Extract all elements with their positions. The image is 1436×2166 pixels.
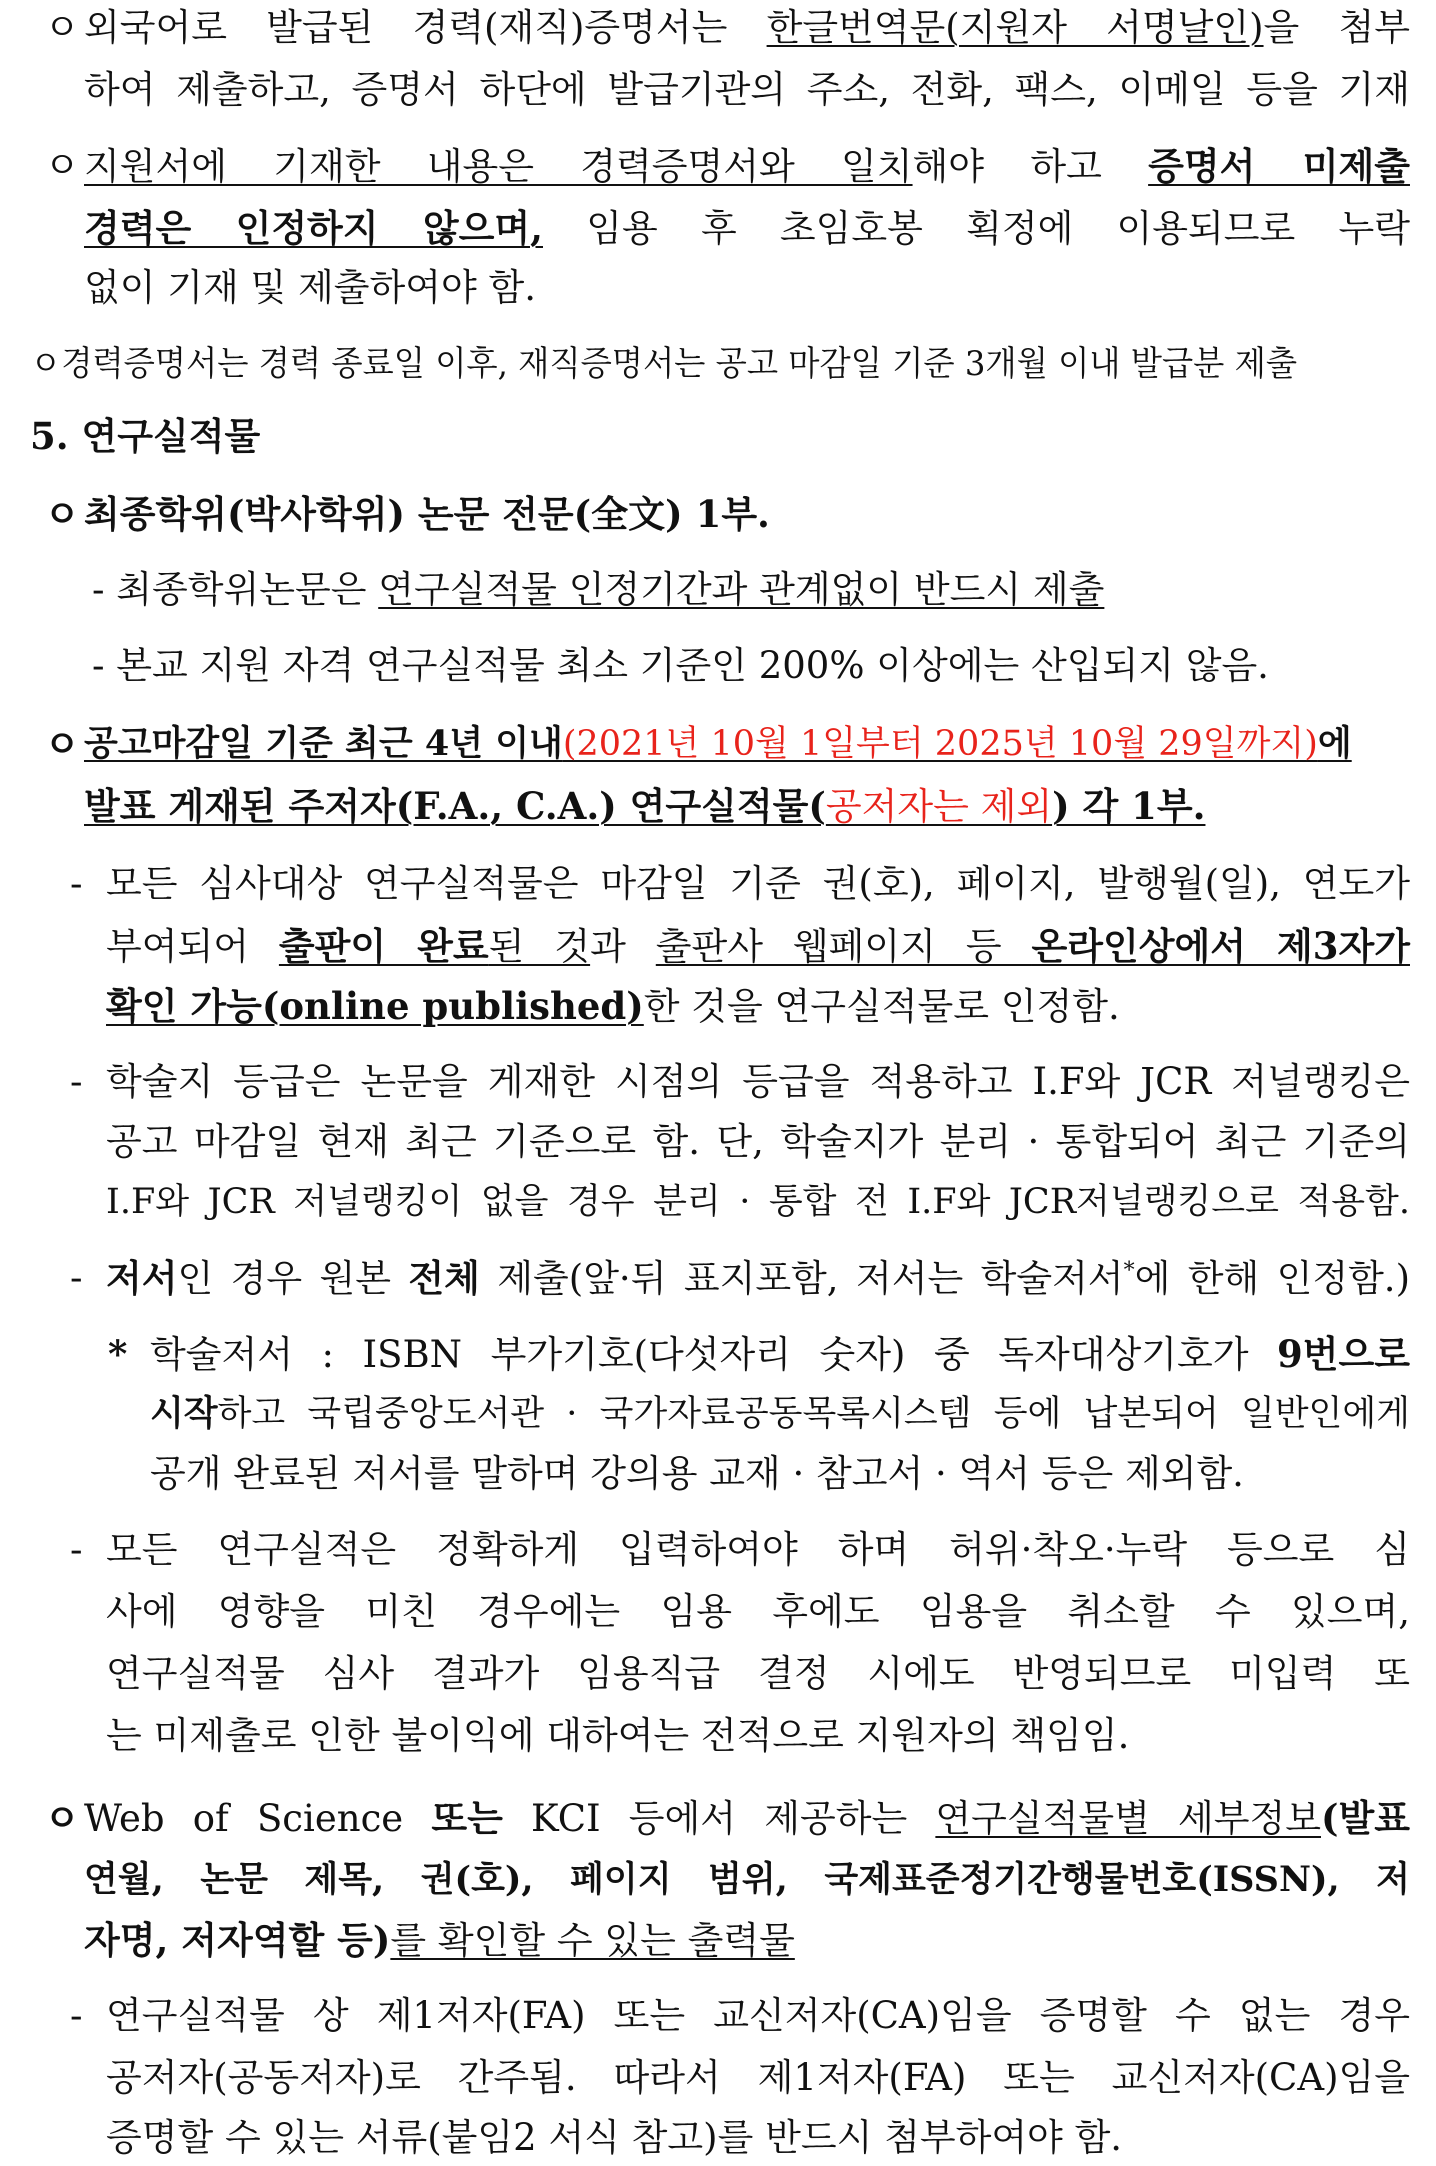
dash-marker: - [70, 1528, 83, 1571]
paragraph-line: 모든 심사대상 연구실적물은 마감일 기준 권(호), 페이지, 발행월(일), 연도가 [106, 862, 1410, 905]
bullet-circle: ㅇ [44, 1796, 80, 1840]
dash-marker: - [70, 1256, 83, 1299]
item-title: 발표 게재된 주저자(F.A., C.A.) 연구실적물(공저자는 제외) 각 1부. [84, 784, 1206, 828]
item-title: 자명, 저자역할 등)를 확인할 수 있는 출력물 [84, 1918, 795, 1962]
note-line: 공개 완료된 저서를 말하며 강의용 교재 · 참고서 · 역서 등은 제외함. [150, 1452, 1244, 1495]
paragraph-line: 연구실적물 심사 결과가 임용직급 결정 시에도 반영되므로 미입력 또 [106, 1652, 1410, 1695]
item-title: Web of Science 또는 KCI 등에서 제공하는 연구실적물별 세부정보(발표 [84, 1796, 1410, 1840]
bullet-circle: ㅇ [44, 144, 80, 187]
paragraph-line: 는 미제출로 인한 불이익에 대하여는 전적으로 지원자의 책임임. [106, 1714, 1130, 1757]
paragraph-line: 공저자(공동저자)로 간주됨. 따라서 제1저자(FA) 또는 교신저자(CA)임을 [106, 2056, 1410, 2099]
bullet-circle: ㅇ [44, 6, 80, 49]
paragraph-line: 저서인 경우 원본 전체 제출(앞·뒤 표지포함, 저서는 학술저서*에 한해 인정함.) [106, 1256, 1411, 1300]
bullet-circle: ㅇ [44, 722, 80, 766]
dash-marker: - [70, 1994, 83, 2037]
paragraph-line: 외국어로 발급된 경력(재직)증명서는 한글번역문(지원자 서명날인)을 첨부 [84, 6, 1410, 49]
sub-item: - 최종학위논문은 연구실적물 인정기간과 관계없이 반드시 제출 [92, 568, 1105, 611]
paragraph-line: 경력은 인정하지 않으며, 임용 후 초임호봉 획정에 이용되므로 누락 [84, 206, 1410, 250]
note-line: 학술저서 : ISBN 부가기호(다섯자리 숫자) 중 독자대상기호가 9번으로 [150, 1332, 1410, 1376]
dash-marker: - [70, 862, 83, 905]
paragraph-line: 사에 영향을 미친 경우에는 임용 후에도 임용을 취소할 수 있으며, [106, 1590, 1410, 1633]
sub-item: - 본교 지원 자격 연구실적물 최소 기준인 200% 이상에는 산입되지 않음. [92, 644, 1269, 687]
bullet-circle: ㅇ [44, 492, 80, 536]
paragraph-line: 공고 마감일 현재 최근 기준으로 함. 단, 학술지가 분리 · 통합되어 최근 기준의 [106, 1120, 1410, 1163]
note-line: 시작하고 국립중앙도서관 · 국가자료공동목록시스템 등에 납본되어 일반인에게 [150, 1393, 1410, 1434]
paragraph-line: 부여되어 출판이 완료된 것과 출판사 웹페이지 등 온라인상에서 제3자가 [106, 924, 1410, 968]
item-title: 최종학위(박사학위) 논문 전문(全文) 1부. [84, 492, 770, 536]
footnote-star: * [108, 1332, 128, 1376]
paragraph-line: ㅇ경력증명서는 경력 종료일 이후, 재직증명서는 공고 마감일 기준 3개월 이내 발급분 제출 [30, 344, 1298, 384]
paragraph-line: 하여 제출하고, 증명서 하단에 발급기관의 주소, 전화, 팩스, 이메일 등을 기재 [84, 68, 1410, 111]
paragraph-line: 지원서에 기재한 내용은 경력증명서와 일치해야 하고 증명서 미제출 [84, 144, 1410, 188]
paragraph-line: 확인 가능(online published)한 것을 연구실적물로 인정함. [106, 984, 1120, 1028]
paragraph-line: 증명할 수 있는 서류(붙임2 서식 참고)를 반드시 첨부하여야 함. [106, 2116, 1123, 2159]
paragraph-line: 연구실적물 상 제1저자(FA) 또는 교신저자(CA)임을 증명할 수 없는 경우 [106, 1994, 1410, 2037]
item-title: 연월, 논문 제목, 권(호), 페이지 범위, 국제표준정기간행물번호(ISSN), 저 [84, 1859, 1410, 1900]
paragraph-line: 모든 연구실적은 정확하게 입력하여야 하며 허위·착오·누락 등으로 심 [106, 1528, 1410, 1571]
paragraph-line: I.F와 JCR 저널랭킹이 없을 경우 분리 · 통합 전 I.F와 JCR저널랭킹으로 적용함. [106, 1182, 1410, 1222]
paragraph-line: 없이 기재 및 제출하여야 함. [84, 266, 536, 309]
paragraph-line: 학술지 등급은 논문을 게재한 시점의 등급을 적용하고 I.F와 JCR 저널랭킹은 [106, 1060, 1410, 1103]
dash-marker: - [70, 1060, 83, 1103]
item-title: 공고마감일 기준 최근 4년 이내(2021년 10월 1일부터 2025년 10월 29일까지)에 [84, 723, 1352, 764]
section-heading: 5. 연구실적물 [30, 414, 261, 458]
